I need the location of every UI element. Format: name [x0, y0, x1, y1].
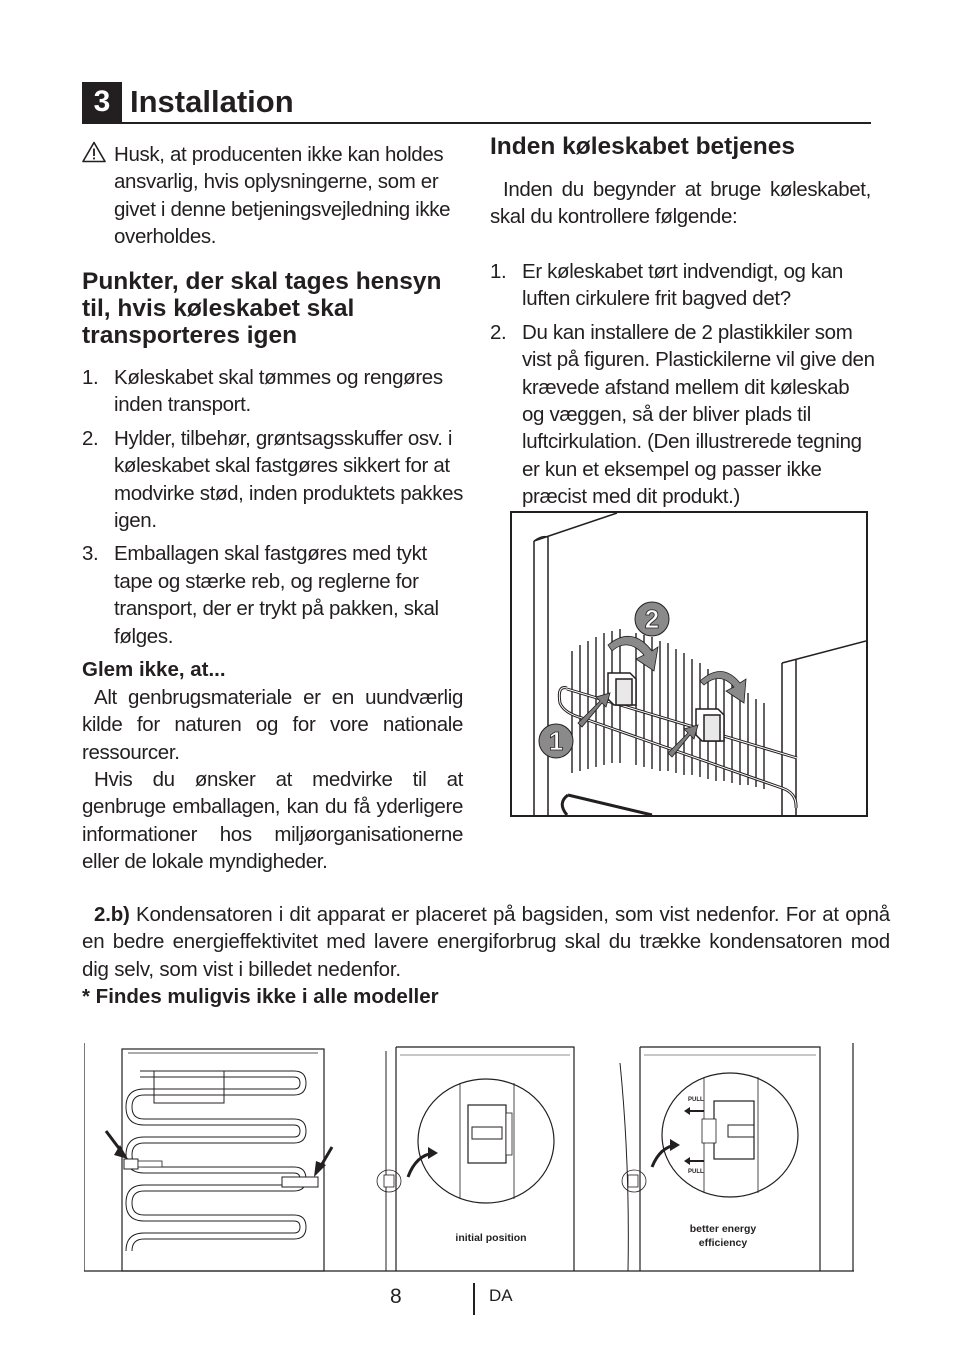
pull-label-top: PULL	[688, 1097, 704, 1103]
condenser-text: Kondensatoren i dit apparat er placeret på bagsiden, som vist nedenfor. For at opnå en bedre energieffektivitet med lavere energiforbrug skal du trække kondensatoren mod dig selv, som vist i billedet nedenfor.	[82, 903, 890, 981]
list-text: Hylder, tilbehør, grøntsagsskuffer osv. i køleskabet skal fastgøres sikkert for at modvirke stød, inden produktets pakkes igen.	[114, 426, 464, 533]
chapter-number: 3	[82, 82, 122, 122]
pull-label-bottom: PULL	[688, 1169, 704, 1175]
condenser-label: 2.b)	[94, 903, 130, 926]
title-rule	[82, 122, 871, 124]
list-text: Køleskabet skal tømmes og rengøres inden transport.	[114, 366, 443, 417]
panel-better-efficiency	[620, 1047, 820, 1271]
before-use-intro: Inden du begynder at bruge køleskabet, skal du kontrollere følgende:	[490, 178, 871, 229]
marker-1-label: 1	[548, 726, 564, 756]
spacer-illustration	[512, 513, 866, 815]
list-text: Emballagen skal fastgøres med tykt tape og stærke reb, og reglerne for transport, der er trykt på pakken, skal følges.	[114, 542, 439, 648]
list-number: 1.	[82, 366, 99, 389]
list-item	[490, 319, 875, 511]
list-item	[82, 364, 467, 419]
list-number: 1.	[490, 260, 507, 283]
list-item	[490, 258, 875, 313]
spacer-installation-figure	[510, 511, 868, 817]
before-use-list	[490, 258, 875, 511]
list-number: 2.	[82, 426, 99, 450]
footer-separator	[473, 1283, 475, 1315]
transport-heading: Punkter, der skal tages hensyn til, hvis køleskabet skal transporteres igen	[82, 268, 442, 349]
page-number: 8	[390, 1285, 402, 1308]
condenser-note: * Findes muligvis ikke i alle modeller	[82, 985, 439, 1008]
better-efficiency-caption-line1: better energy	[689, 1223, 757, 1235]
remember-paragraph-2: Hvis du ønsker at medvirke til at genbruge emballagen, kan du få yderligere informationer hos miljøorganisationerne eller de lokale myndigheder.	[82, 768, 463, 874]
panel-back-view	[106, 1049, 332, 1271]
initial-position-caption: initial position	[455, 1232, 527, 1244]
transport-list	[82, 364, 467, 650]
before-use-heading: Inden køleskabet betjenes	[490, 133, 795, 160]
list-item	[82, 425, 467, 535]
marker-2-label: 2	[644, 604, 660, 634]
list-number: 3.	[82, 542, 99, 566]
remember-paragraph-1: Alt genbrugsmateriale er en uundværlig kilde for naturen og for vore nationale ressourcer.	[82, 686, 463, 764]
language-code: DA	[489, 1286, 513, 1305]
panel-initial-position	[377, 1047, 574, 1271]
warning-triangle-icon	[82, 141, 106, 163]
list-text: Er køleskabet tørt indvendigt, og kan luften cirkulere frit bagved det?	[522, 260, 843, 311]
chapter-title: Installation	[130, 84, 294, 119]
condenser-paragraph	[82, 901, 890, 983]
condenser-figure	[84, 1043, 854, 1273]
list-item	[82, 540, 467, 650]
warning-text: Husk, at producenten ikke kan holdes ansvarlig, hvis oplysningerne, som er givet i denne betjeningsvejledning ikke overholdes.	[114, 143, 451, 249]
better-efficiency-caption-line2: efficiency	[698, 1237, 748, 1249]
list-text: Du kan installere de 2 plastikkiler som vist på figuren. Plastickilerne vil give den krævede afstand mellem dit køleskab og væggen, så der bliver plads til luftcirkulation. (Den illustrerede tegning er kun et eksempel og passer ikke præcist med dit produkt.)	[522, 320, 875, 509]
remember-heading: Glem ikke, at...	[82, 658, 226, 681]
list-number: 2.	[490, 320, 507, 344]
